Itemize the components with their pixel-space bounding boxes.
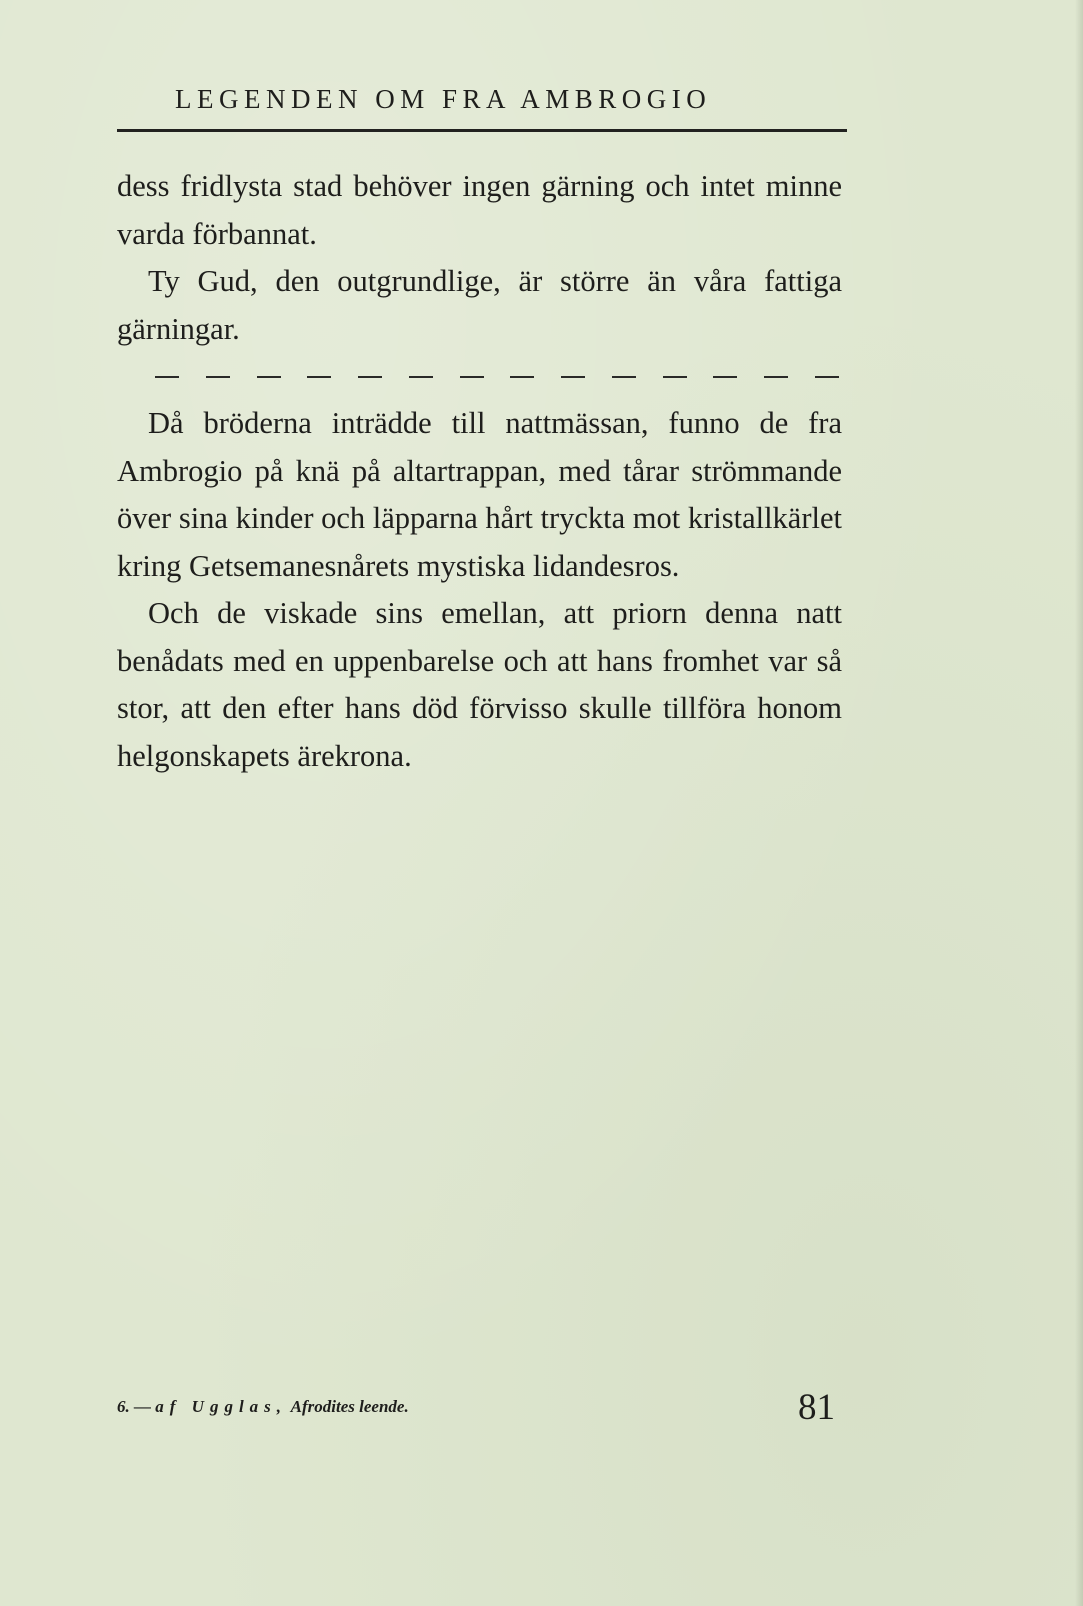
- body-text: [117, 163, 842, 780]
- section-separator: [155, 353, 839, 400]
- paragraph: Ty Gud, den outgrundlige, är större än våra fattiga gärningar.: [117, 264, 842, 346]
- paragraph-continued: dess fridlysta stad behöver ingen gärning och intet minne varda förbannat.: [117, 169, 842, 251]
- separator-dash: [155, 376, 179, 378]
- separator-dash: [206, 376, 230, 378]
- page-number: 81: [798, 1387, 835, 1428]
- printer-signature: [117, 1398, 409, 1415]
- signature-number: 6. —: [117, 1397, 151, 1416]
- separator-dash: [307, 376, 331, 378]
- signature-title: Afrodites leende.: [290, 1397, 409, 1416]
- separator-dash: [561, 376, 585, 378]
- running-head: LEGENDEN OM FRA AMBROGIO: [175, 84, 712, 114]
- separator-dash: [764, 376, 788, 378]
- separator-dash: [510, 376, 534, 378]
- separator-dash: [409, 376, 433, 378]
- paragraph: Och de viskade sins emellan, att priorn denna natt benådats med en uppenbarelse och att hans fromhet var så stor, att den efter hans död förvisso skulle tillföra honom helgonskapets ärekrona.: [117, 596, 842, 773]
- separator-dash: [358, 376, 382, 378]
- separator-dash: [460, 376, 484, 378]
- separator-dash: [663, 376, 687, 378]
- header-rule: [117, 129, 847, 132]
- separator-dash: [815, 376, 839, 378]
- separator-dash: [257, 376, 281, 378]
- paragraph: Då bröderna inträdde till nattmässan, funno de fra Ambrogio på knä på altartrappan, med tårar strömmande över sina kinder och läpparna hårt tryckta mot kristallkärlet kring Getsemanesnårets mystiska lidandesros.: [117, 406, 842, 583]
- separator-dash: [713, 376, 737, 378]
- signature-author: af Ugglas,: [155, 1397, 288, 1416]
- page-edge-shadow: [1075, 0, 1083, 1606]
- separator-dash: [612, 376, 636, 378]
